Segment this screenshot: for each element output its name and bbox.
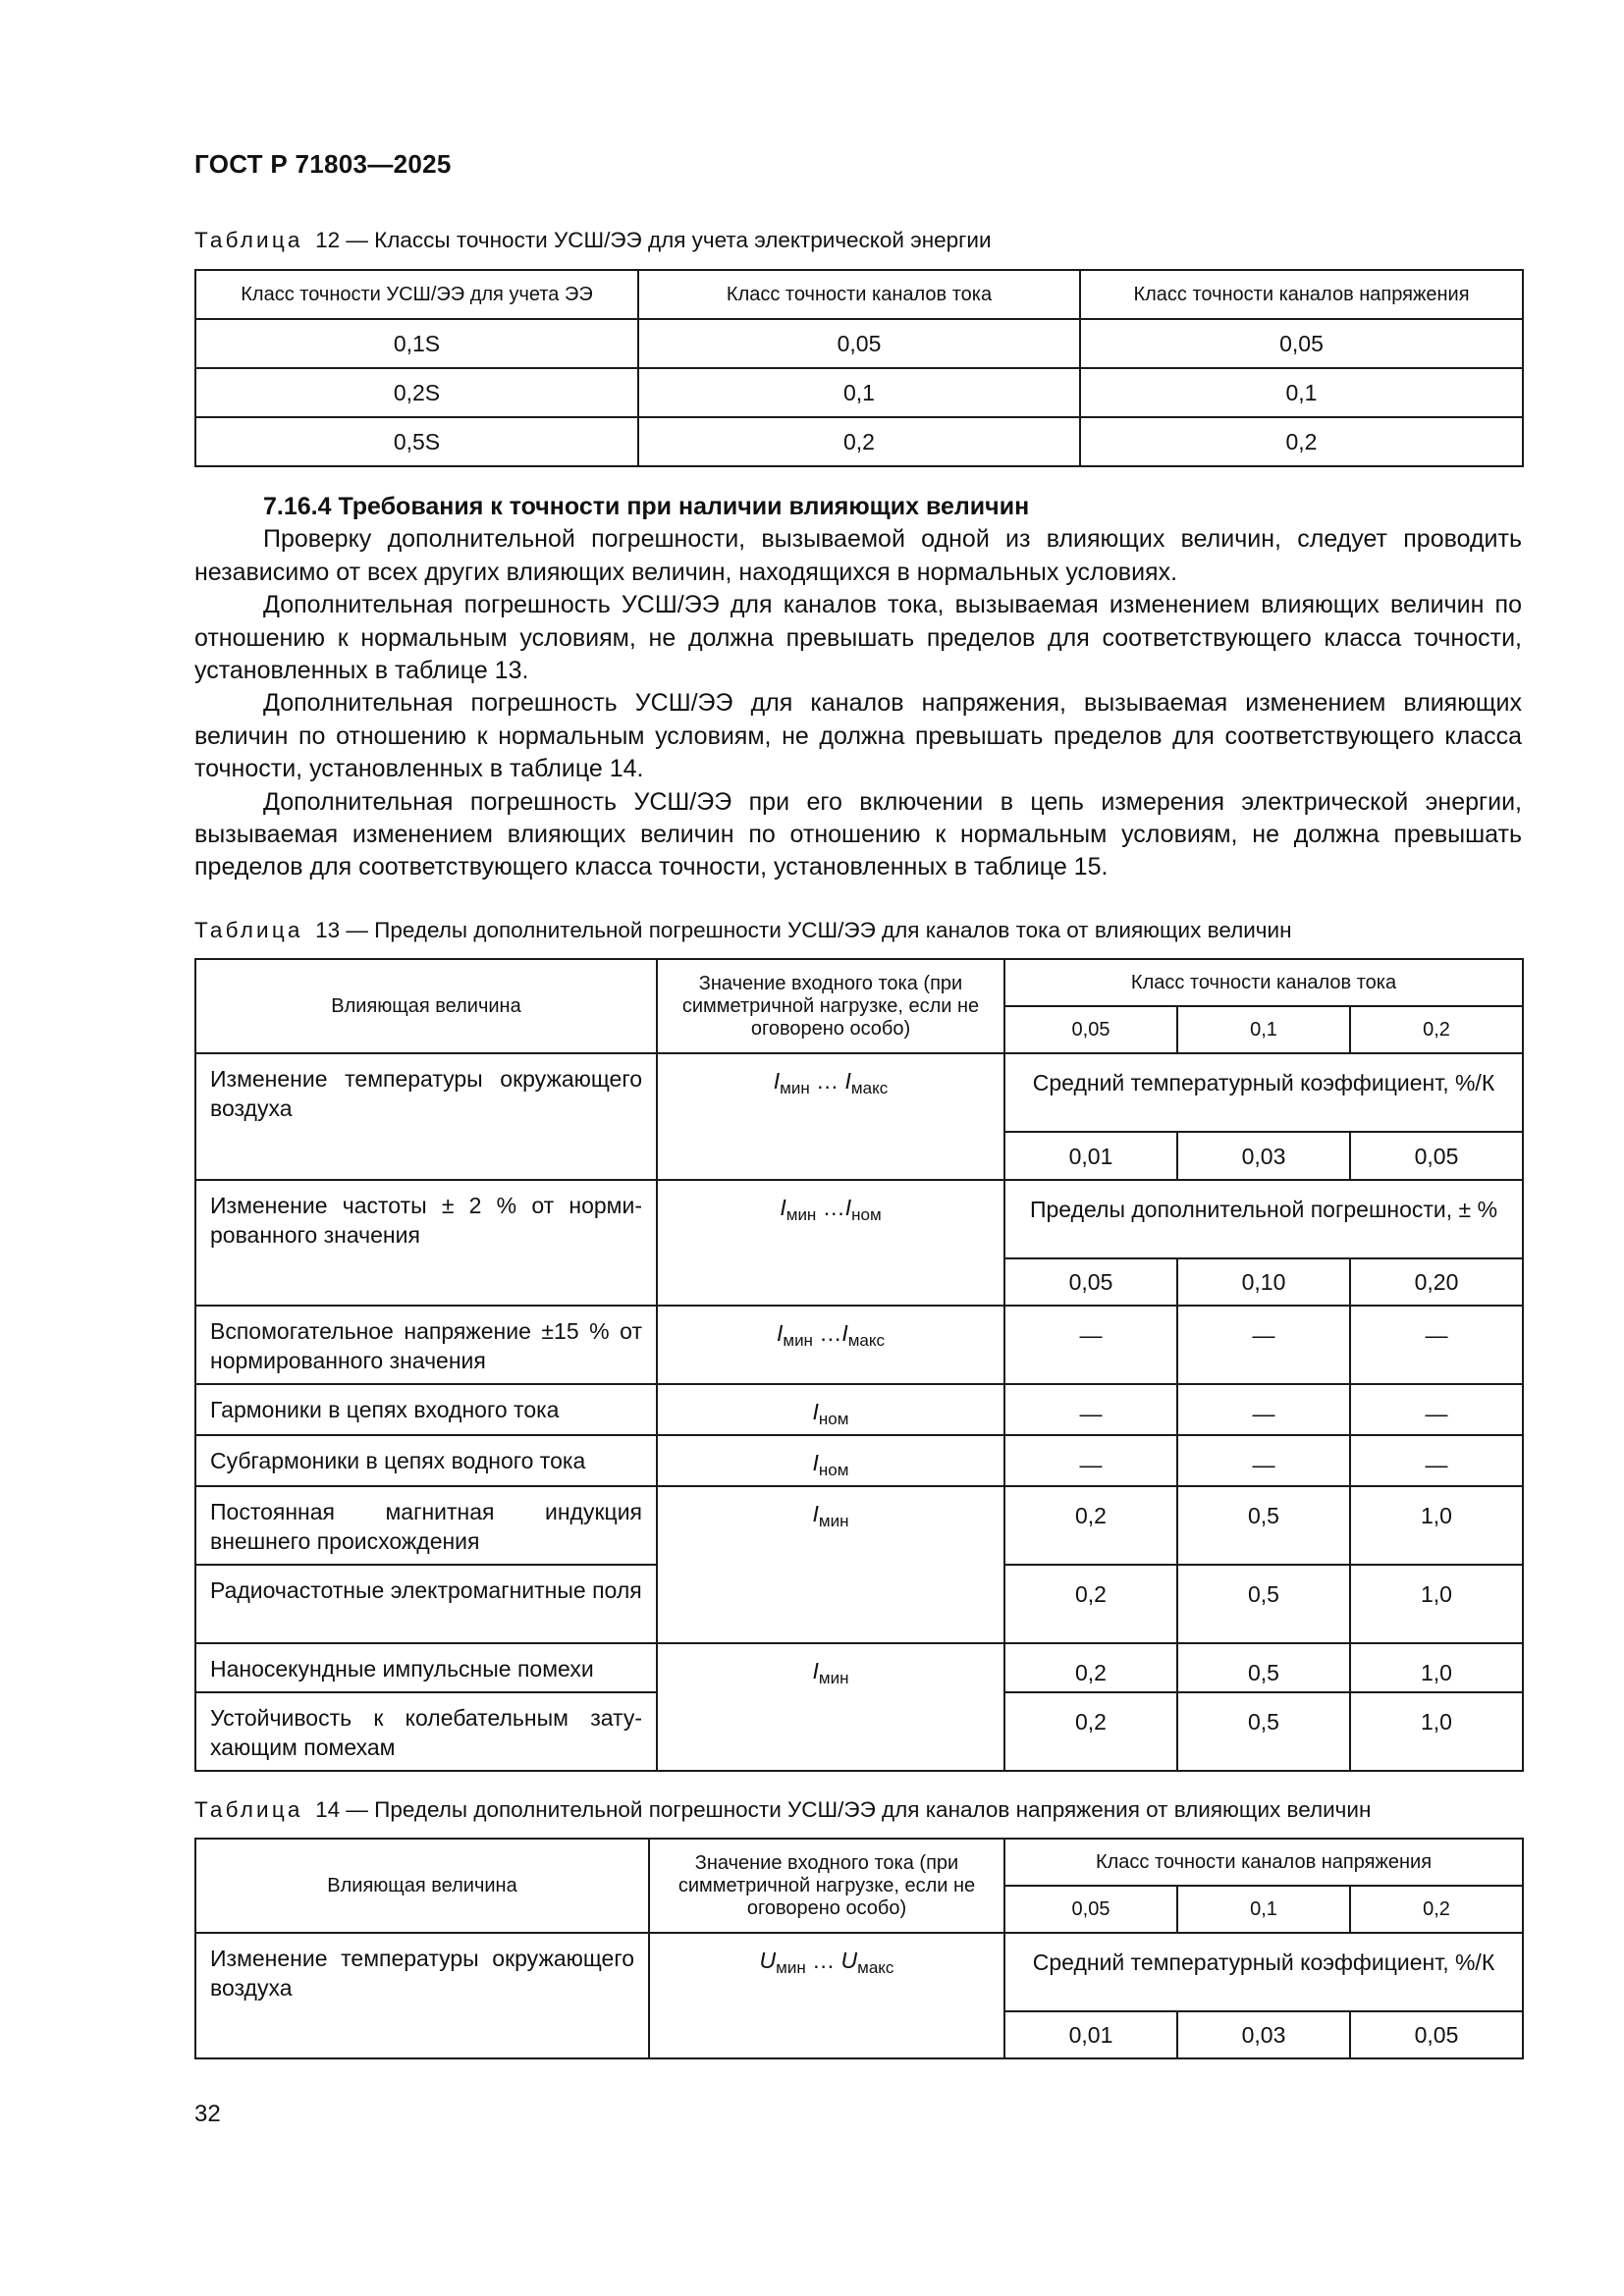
table-cell: — [1177, 1384, 1350, 1435]
table-cell: — [1350, 1435, 1523, 1486]
table-row [195, 1180, 1523, 1258]
error-limits-note-cell: Пределы дополнительной погрешности, ± % [1004, 1180, 1523, 1258]
caption-word: Таблица [194, 228, 303, 252]
input-value-cell [657, 1486, 1004, 1643]
table-cell: — [1004, 1435, 1177, 1486]
caption-text: 13 — Пределы дополнительной погрешности УСШ/ЭЭ для каналов тока от влияющих величин [315, 918, 1292, 942]
coefficient-note-cell: Средний температурный коэффициент, %/К [1004, 1933, 1523, 2011]
table-row [195, 1486, 1523, 1565]
table-14-caption [194, 1797, 1371, 1823]
quantity-cell: Изменение температуры окружающего воздуха [195, 1053, 657, 1180]
quantity-cell: Радиочастотные электромагнитные поля [195, 1565, 657, 1643]
symbol: I [812, 1399, 819, 1424]
class-header: 0,1 [1177, 1886, 1350, 1933]
symbol: I [844, 1195, 852, 1220]
table-12-caption [194, 228, 992, 253]
section-7-16-4 [194, 491, 1522, 884]
paragraph: Дополнительная погрешность УСШ/ЭЭ для каналов тока, вызываемая изменением влияющих величин по отношению к нормальным условиям, не должна превышать пределов для соответствующего класса точности, установленных в таблице 13. [194, 591, 1522, 685]
class-header: 0,2 [1350, 1006, 1523, 1053]
table-cell: — [1004, 1384, 1177, 1435]
subscript: мин [785, 1205, 817, 1224]
table-cell: — [1177, 1306, 1350, 1384]
table-cell: 0,5 [1177, 1565, 1350, 1643]
table-cell: 0,2 [1004, 1486, 1177, 1565]
table-header-row [195, 1839, 1523, 1886]
document-code: ГОСТ Р 71803—2025 [194, 149, 452, 179]
table-cell: 0,05 [1080, 319, 1523, 368]
paragraph: Дополнительная погрешность УСШ/ЭЭ при его включении в цепь измерения электрической энергии, вызываемая изменением влияющих величин по отношению к нормальным условиям, не должна превышать пределов для соответствующего класса точности, установленных в таблице 15. [194, 787, 1522, 881]
column-header: Класс точности каналов напряжения [1080, 270, 1523, 319]
column-header: Класс точности каналов тока [638, 270, 1080, 319]
table-cell: 0,2 [1004, 1643, 1177, 1692]
table-cell: — [1177, 1435, 1350, 1486]
subscript: мин [780, 1079, 810, 1097]
input-value-cell [657, 1053, 1004, 1180]
caption-text: 12 — Классы точности УСШ/ЭЭ для учета электрической энергии [315, 228, 992, 252]
column-header-class: Класс точности каналов напряжения [1004, 1839, 1523, 1886]
symbol: U [840, 1948, 858, 1973]
ellipsis: … [816, 1195, 845, 1220]
subscript: ном [818, 1410, 849, 1428]
paragraph: Проверку дополнительной погрешности, вызываемой одной из влияющих величин, следует проводить независимо от всех других влияющих величин, находящихся в нормальных условиях. [194, 525, 1522, 586]
table-cell: 0,05 [638, 319, 1080, 368]
class-header: 0,05 [1004, 1886, 1177, 1933]
symbol: I [776, 1320, 784, 1346]
table-13 [194, 958, 1524, 1772]
input-value-cell [649, 1933, 1004, 2058]
quantity-cell: Наносекундные импульсные помехи [195, 1643, 657, 1692]
caption-text: 14 — Пределы дополнительной погрешности УСШ/ЭЭ для каналов напряжения от влияющих величин [315, 1797, 1372, 1822]
quantity-cell: Постоянная магнитная индукция внешнего происхождения [195, 1486, 657, 1565]
table-cell: — [1350, 1384, 1523, 1435]
quantity-cell: Вспомогательное напряжение ±15 % от нормированного значения [195, 1306, 657, 1384]
quantity-cell: Гармоники в цепях входного тока [195, 1384, 657, 1435]
symbol: I [841, 1320, 848, 1346]
table-cell: 0,5S [195, 417, 638, 466]
table-cell: 0,2 [1004, 1565, 1177, 1643]
symbol: I [812, 1658, 819, 1683]
table-cell: 0,10 [1177, 1258, 1350, 1306]
table-header-row [195, 959, 1523, 1006]
subscript: макс [847, 1331, 886, 1350]
input-value-cell [657, 1435, 1004, 1486]
table-cell: 0,2 [638, 417, 1080, 466]
input-value-cell [657, 1643, 1004, 1771]
table-row [195, 319, 1523, 368]
symbol: U [759, 1948, 777, 1973]
section-heading: 7.16.4 Требования к точности при наличии влияющих величин [263, 493, 1030, 520]
input-value-cell [657, 1306, 1004, 1384]
table-cell: 0,1S [195, 319, 638, 368]
column-header-input: Значение входного тока (при симметричной нагрузке, если не оговорено особо) [649, 1839, 1004, 1933]
quantity-cell: Субгармоники в цепях водного тока [195, 1435, 657, 1486]
table-cell: 0,1 [638, 368, 1080, 417]
table-cell: 0,5 [1177, 1486, 1350, 1565]
subscript: мин [783, 1331, 813, 1350]
table-cell: 0,2 [1080, 417, 1523, 466]
caption-word: Таблица [194, 1797, 303, 1822]
table-cell: 0,05 [1350, 2011, 1523, 2058]
table-header-row [195, 270, 1523, 319]
subscript: мин [776, 1958, 806, 1977]
table-row [195, 1933, 1523, 2011]
table-row [195, 1306, 1523, 1384]
table-row [195, 1643, 1523, 1692]
table-14 [194, 1838, 1524, 2059]
symbol: I [773, 1068, 781, 1094]
symbol: I [844, 1068, 851, 1094]
coefficient-note-cell: Средний температурный коэффициент, %/К [1004, 1053, 1523, 1132]
table-cell: 0,20 [1350, 1258, 1523, 1306]
caption-word: Таблица [194, 918, 303, 942]
subscript: мин [818, 1669, 849, 1687]
symbol: I [812, 1501, 819, 1526]
subscript: мин [818, 1512, 849, 1530]
class-header: 0,2 [1350, 1886, 1523, 1933]
table-row [195, 368, 1523, 417]
table-cell: 0,03 [1177, 2011, 1350, 2058]
table-row [195, 1384, 1523, 1435]
subscript: ном [851, 1205, 882, 1224]
table-row [195, 1435, 1523, 1486]
table-cell: 1,0 [1350, 1692, 1523, 1771]
table-cell: — [1004, 1306, 1177, 1384]
page-number: 32 [194, 2101, 221, 2127]
symbol: I [780, 1195, 786, 1220]
paragraph: Дополнительная погрешность УСШ/ЭЭ для каналов напряжения, вызываемая изменением влияющих величин по отношению к нормальным условиям, не должна превышать пределов для соответствующего класса точности, установленных в таблице 14. [194, 689, 1522, 783]
column-header-input: Значение входного тока (при симметричной нагрузке, если не оговорено особо) [657, 959, 1004, 1053]
column-header-quantity: Влияющая величина [195, 1839, 649, 1933]
table-cell: 0,1 [1080, 368, 1523, 417]
table-row [195, 1053, 1523, 1132]
table-cell: 0,05 [1350, 1132, 1523, 1180]
table-cell: 0,5 [1177, 1643, 1350, 1692]
column-header-quantity: Влияющая величина [195, 959, 657, 1053]
quantity-cell: Изменение частоты ± 2 % от нормированного значения [195, 1180, 657, 1306]
table-cell: 0,2S [195, 368, 638, 417]
table-13-caption [194, 918, 1292, 943]
table-12 [194, 269, 1524, 467]
ellipsis: … [809, 1068, 845, 1094]
quantity-cell: Устойчивость к колебательным затухающим помехам [195, 1692, 657, 1771]
table-cell: — [1350, 1306, 1523, 1384]
column-header-class: Класс точности каналов тока [1004, 959, 1523, 1006]
table-cell: 0,05 [1004, 1258, 1177, 1306]
class-header: 0,05 [1004, 1006, 1177, 1053]
table-cell: 0,2 [1004, 1692, 1177, 1771]
quantity-cell: Изменение температуры окружающего воздуха [195, 1933, 649, 2058]
class-header: 0,1 [1177, 1006, 1350, 1053]
symbol: I [812, 1450, 819, 1475]
input-value-cell [657, 1384, 1004, 1435]
table-cell: 1,0 [1350, 1643, 1523, 1692]
subscript: ном [818, 1461, 849, 1479]
column-header: Класс точности УСШ/ЭЭ для учета ЭЭ [195, 270, 638, 319]
table-cell: 0,01 [1004, 2011, 1177, 2058]
subscript: макс [857, 1958, 894, 1977]
table-cell: 0,5 [1177, 1692, 1350, 1771]
table-cell: 1,0 [1350, 1565, 1523, 1643]
table-cell: 0,01 [1004, 1132, 1177, 1180]
table-cell: 1,0 [1350, 1486, 1523, 1565]
input-value-cell [657, 1180, 1004, 1306]
subscript: макс [850, 1079, 889, 1097]
table-cell: 0,03 [1177, 1132, 1350, 1180]
table-row [195, 417, 1523, 466]
ellipsis: … [805, 1948, 841, 1973]
ellipsis: … [812, 1320, 842, 1346]
